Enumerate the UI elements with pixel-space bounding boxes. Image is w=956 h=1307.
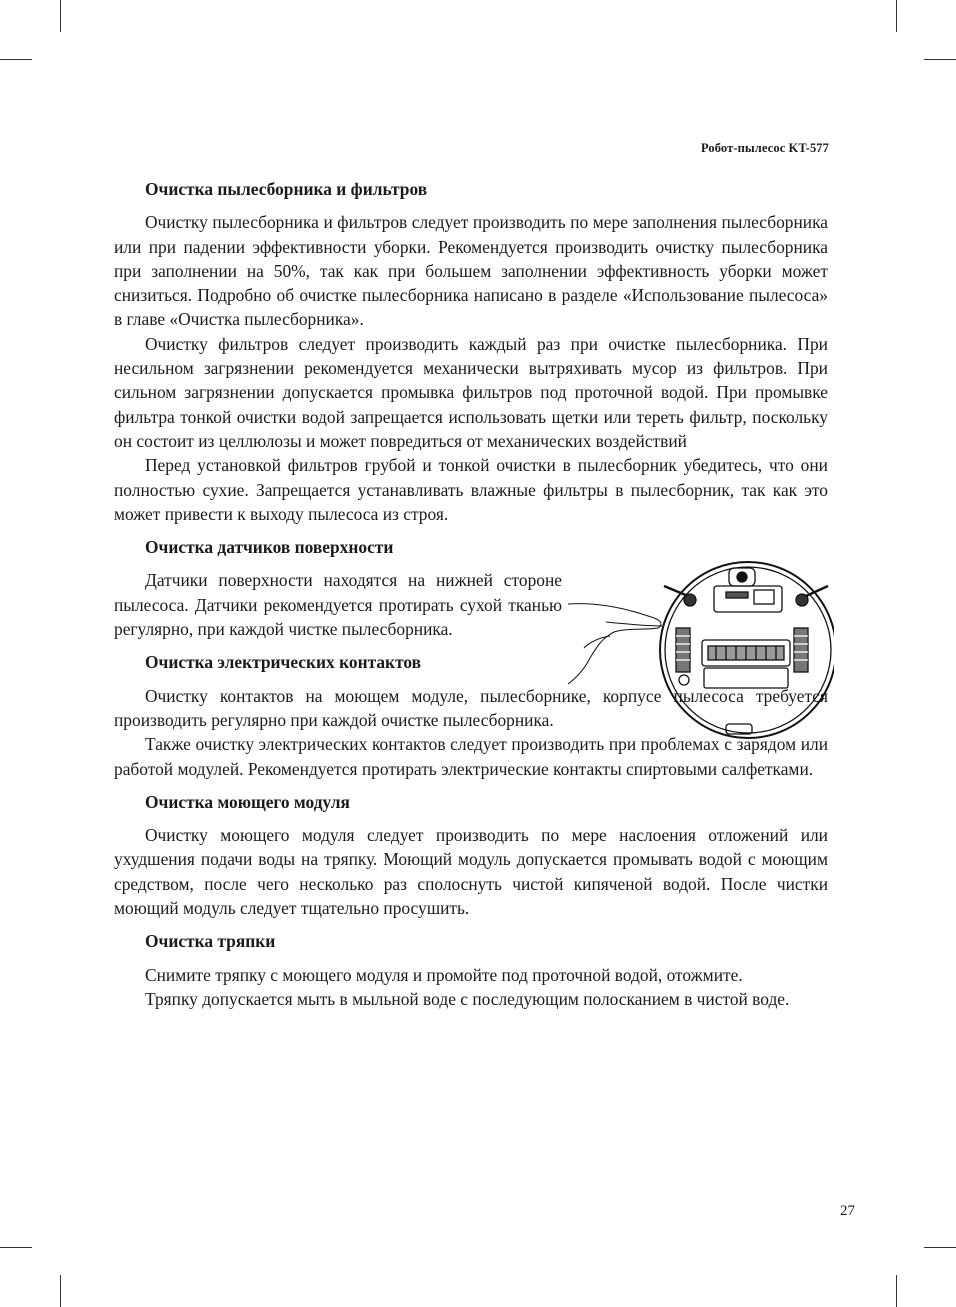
- crop-mark: [924, 59, 956, 60]
- section-title: Очистка датчиков поверхности: [145, 537, 394, 558]
- paragraph: Датчики поверхности находятся на нижней стороне пылесоса. Датчики рекомендуется протирать сухой тканью регулярно, при каждой чистке пылесборника.: [114, 570, 562, 640]
- paragraph: Очистку моющего модуля следует производить по мере наслоения отложений или ухудшения подачи воды на тряпку. Моющий модуль допускается промывать водой с моющим средством, после чего несколько раз сполоснуть чистой кипяченой водой. После чистки моющий модуль следует тщательно просушить.: [114, 825, 828, 919]
- crop-mark: [60, 0, 61, 32]
- crop-mark: [896, 0, 897, 32]
- section-title: Очистка моющего модуля: [145, 791, 350, 812]
- crop-mark: [0, 1247, 32, 1248]
- section-mop-module: [114, 790, 828, 920]
- paragraph: Тряпку допускается мыть в мыльной воде с последующим полосканием в чистой воде.: [145, 988, 790, 1009]
- crop-mark: [0, 59, 32, 60]
- paragraph: Также очистку электрических контактов следует производить при проблемах с зарядом или работой модулей. Рекомендуется протирать электрические контакты спиртовыми салфетками.: [114, 734, 828, 779]
- page-number: 27: [840, 1203, 855, 1219]
- section-title: Очистка тряпки: [145, 931, 276, 952]
- robot-vacuum-underside-with-hand-icon: [566, 558, 834, 748]
- paragraph: Перед установкой фильтров грубой и тонкой очистки в пылесборник убедитесь, что они полностью сухие. Запрещается устанавливать влажные фильтры в пылесборник, так как это может привести к выходу пылесоса из строя.: [114, 455, 828, 524]
- running-header: Робот-пылесос KT-577: [700, 141, 829, 155]
- paragraph: Очистку пылесборника и фильтров следует производить по мере заполнения пылесборника или при падении эффективности уборки. Рекомендуется производить очистку пылесборника при заполнении на 50%, так как при большем заполнении эффективность уборки может снизиться. Подробно об очистке пылесборника написано в разделе «Использование пылесоса» в главе «Очистка пылесборника».: [114, 212, 828, 330]
- section-dustbin-filters: [114, 177, 828, 526]
- section-mop-cloth: [114, 929, 828, 1011]
- crop-mark: [60, 1275, 61, 1307]
- paragraph: Очистку фильтров следует производить каждый раз при очистке пылесборника. При несильном загрязнении рекомендуется механически вытряхивать мусор из фильтров. При сильном загрязнении допускается промывка фильтров под проточной водой. При промывке фильтра тонкой очистки водой запрещается использовать щетки или тереть фильтр, поскольку он состоит из целлюлозы и может повредиться от механических воздействий: [114, 333, 828, 451]
- crop-mark: [896, 1275, 897, 1307]
- section-title: Очистка электрических контактов: [145, 652, 422, 673]
- paragraph: Снимите тряпку с моющего модуля и промойте под проточной водой, отожмите.: [145, 964, 743, 985]
- paragraph: Очистку контактов на моющем модуле, пылесборнике, корпусе пылесоса требуется производить регулярно при каждой очистке пылесборника.: [114, 685, 828, 730]
- section-title: Очистка пылесборника и фильтров: [145, 179, 428, 199]
- crop-mark: [924, 1247, 956, 1248]
